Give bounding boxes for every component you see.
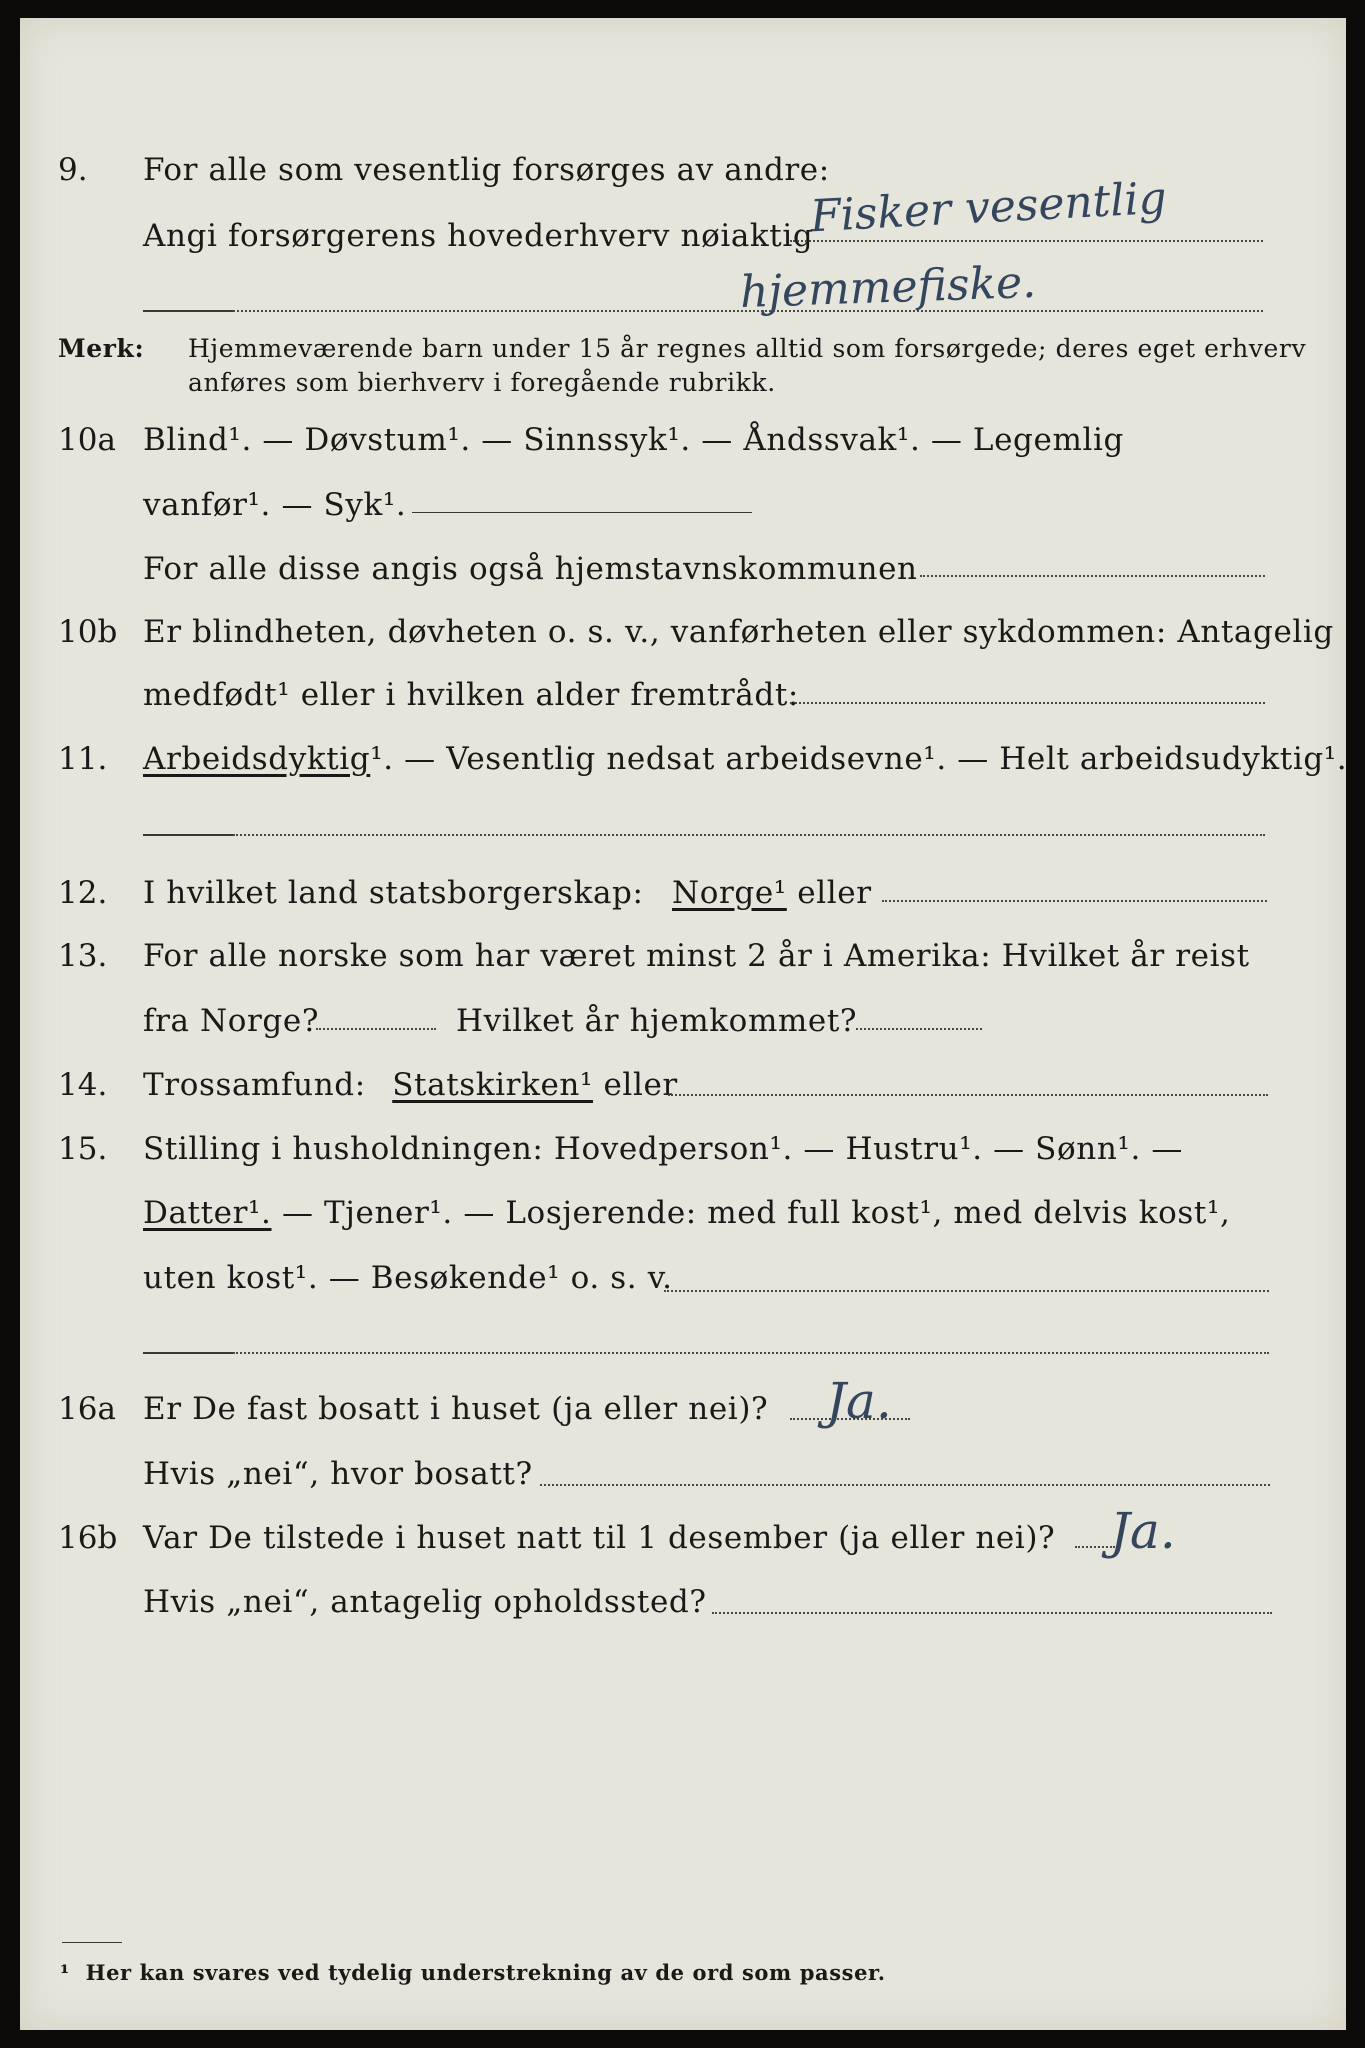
q9-number: 9. [58, 152, 88, 188]
q14-text: Trossamfund: [143, 1067, 366, 1103]
q16b-answer-line [1075, 1546, 1115, 1548]
q9-line1: For alle som vesentlig forsørges av andre: [143, 152, 830, 188]
q16a-line2: Hvis „nei“, hvor bosatt? [143, 1456, 533, 1492]
q16b-line1: Var De tilstede i huset natt til 1 desember (ja eller nei)? [143, 1520, 1056, 1556]
q11-number: 11. [58, 741, 108, 777]
q15-line1: Stilling i husholdningen: Hovedperson¹. — Hustru¹. — Sønn¹. — [143, 1131, 1183, 1167]
q10a-line2: vanfør¹. — Syk¹. [143, 487, 407, 523]
footnote-marker: ¹ [60, 1960, 70, 1985]
q10a-number: 10a [58, 422, 116, 458]
q10b-line1: Er blindheten, døvheten o. s. v., vanførheten eller sykdommen: Antagelig [143, 614, 1334, 650]
q15-underlined-choice: Datter¹. [143, 1195, 272, 1231]
q13-number: 13. [58, 938, 108, 974]
q12-eller: eller [797, 875, 872, 911]
q16a-bosatt-answer-line [540, 1484, 1270, 1486]
q14-underlined-choice: Statskirken¹ [392, 1067, 594, 1103]
q15-line2 [143, 1195, 1230, 1231]
q12-line [143, 875, 872, 911]
q11-line1 [143, 741, 1347, 777]
q10a-line2-answer-line [412, 512, 752, 513]
q16a-answer-line [790, 1418, 910, 1420]
q16b-answer: Ja. [1110, 1502, 1176, 1560]
q14-eller: eller [603, 1067, 678, 1103]
q12-underlined-choice: Norge¹ [672, 875, 787, 911]
q11-answer-solid-line [143, 834, 233, 836]
q9-answer-solid-line [143, 310, 233, 312]
q10a-line1: Blind¹. — Døvstum¹. — Sinnssyk¹. — Åndssvak¹. — Legemlig [143, 422, 1124, 458]
q9-line2: Angi forsørgerens hovederhverv nøiaktig [143, 218, 814, 254]
q15-number: 15. [58, 1131, 108, 1167]
q12-number: 12. [58, 875, 108, 911]
merk-label: Merk: [58, 334, 145, 363]
q15-answer-line [664, 1290, 1269, 1292]
q13-hjemkommet-answer-line [856, 1028, 982, 1030]
q10b-answer-line [790, 702, 1265, 704]
merk-line2: anføres som bierhverv i foregående rubrikk. [188, 368, 776, 397]
q15-extra-dotted-line [233, 1352, 1269, 1354]
q13-line1: For alle norske som har været minst 2 år i Amerika: Hvilket år reist [143, 938, 1250, 974]
footnote [60, 1960, 886, 1985]
q16a-number: 16a [58, 1391, 116, 1427]
q15-line2-rest: — Tjener¹. — Losjerende: med full kost¹, med delvis kost¹, [281, 1195, 1231, 1231]
q9-answer-line2: hjemmefiske. [739, 256, 1037, 319]
merk-line1: Hjemmeværende barn under 15 år regnes alltid som forsørgede; deres eget erhverv [188, 334, 1307, 363]
q9-answer-dotted-line [790, 240, 1263, 242]
q13-reist-answer-line [316, 1028, 436, 1030]
q10a-answer-line [920, 575, 1265, 577]
q14-number: 14. [58, 1067, 108, 1103]
q9-answer-line1: Fisker vesentlig [808, 172, 1168, 243]
q10a-line3: For alle disse angis også hjemstavnskommunen [143, 551, 918, 587]
footnote-text: Her kan svares ved tydelig understrekning av de ord som passer. [85, 1960, 886, 1985]
q15-extra-solid-line [143, 1352, 233, 1354]
q12-text: I hvilket land statsborgerskap: [143, 875, 644, 911]
q16a-line1: Er De fast bosatt i huset (ja eller nei)? [143, 1391, 769, 1427]
q13-line2a: fra Norge? [143, 1003, 320, 1039]
q11-answer-dotted-line [233, 834, 1265, 836]
q11-line1-rest: ¹. — Vesentlig nedsat arbeidsevne¹. — Helt arbeidsudyktig¹. [370, 741, 1348, 777]
q16b-opholdssted-answer-line [712, 1612, 1272, 1614]
q10b-line2: medfødt¹ eller i hvilken alder fremtrådt: [143, 677, 799, 713]
q12-answer-line [882, 900, 1267, 902]
footnote-rule [62, 1942, 122, 1943]
q11-underlined-choice: Arbeidsdyktig [143, 741, 371, 777]
q15-line3: uten kost¹. — Besøkende¹ o. s. v. [143, 1260, 673, 1296]
q10b-number: 10b [58, 614, 118, 650]
q16a-answer: Ja. [826, 1372, 892, 1430]
q13-line2b: Hvilket år hjemkommet? [456, 1003, 858, 1039]
q16b-number: 16b [58, 1520, 118, 1556]
q16b-line2: Hvis „nei“, antagelig opholdssted? [143, 1584, 707, 1620]
q9-answer-dotted-line-2 [233, 310, 1263, 312]
q14-line [143, 1067, 678, 1103]
q14-answer-line [668, 1094, 1268, 1096]
